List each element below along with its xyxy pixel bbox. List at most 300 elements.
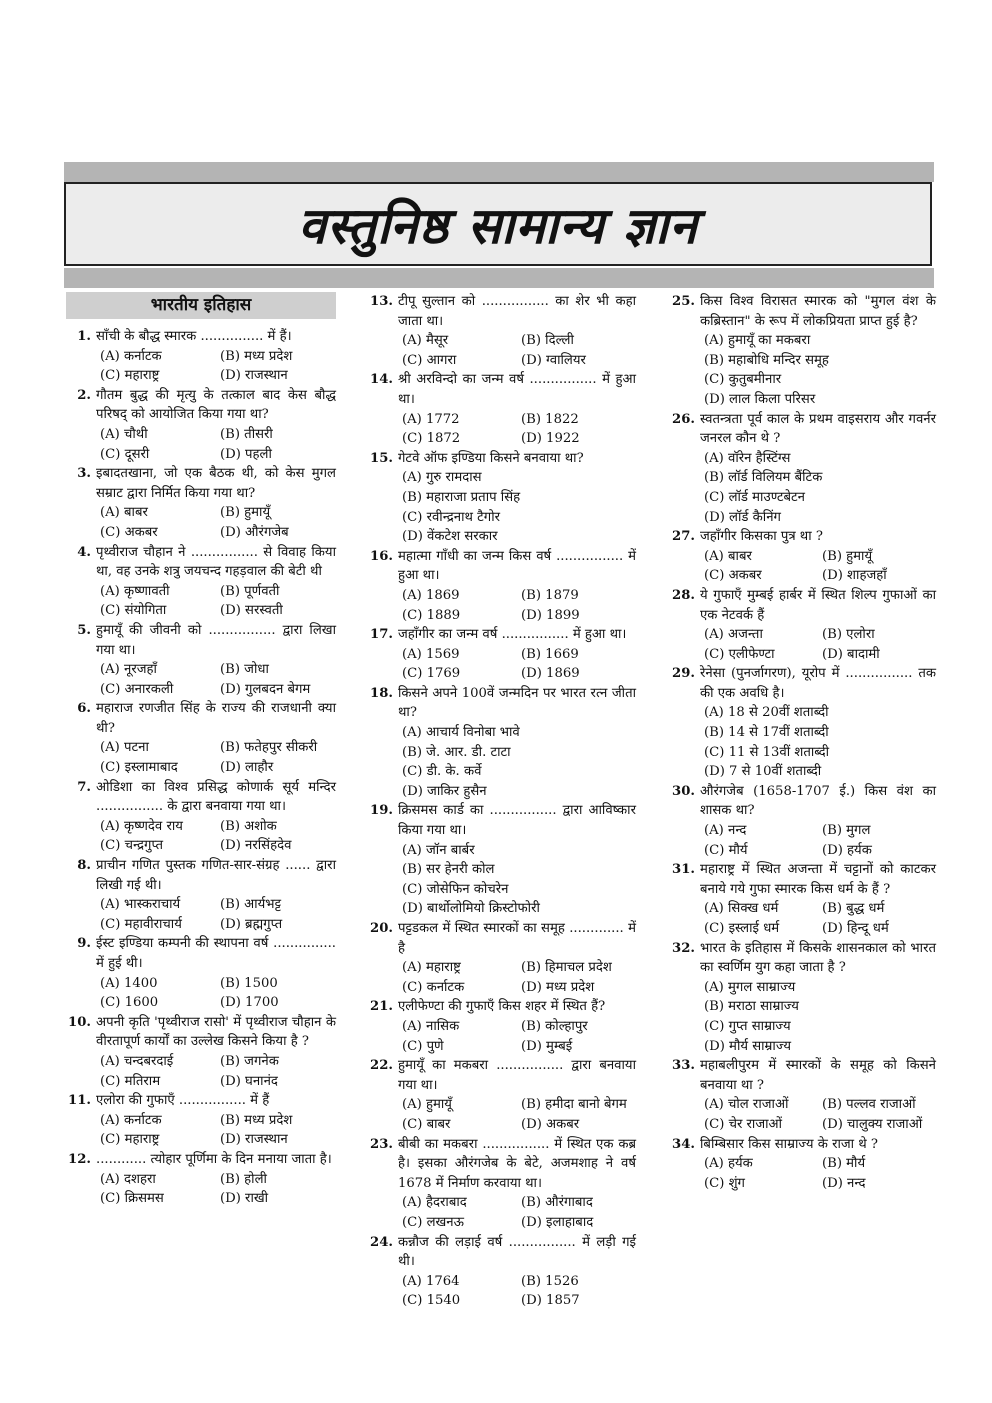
question-row — [670, 1135, 936, 1155]
answer-option: (A) 1400 — [100, 975, 158, 991]
answer-option: (C) मतिराम — [100, 1073, 161, 1089]
question-block — [670, 292, 936, 410]
option-list — [100, 895, 336, 934]
answer-option: (B) लॉर्ड विलियम बैंटिक — [704, 470, 823, 486]
question-row — [670, 1056, 936, 1095]
question-text: टीपू सुल्तान को ................ का शेर भी कहा जाता था। — [398, 294, 636, 329]
question-row — [368, 997, 636, 1017]
question-block — [368, 449, 636, 547]
question-row — [670, 586, 936, 625]
answer-option: (D) सरस्वती — [220, 603, 283, 619]
question-block — [670, 586, 936, 664]
question-number: 4. — [77, 544, 91, 560]
question-text: गौतम बुद्ध की मृत्यु के तत्काल बाद केस बौद्ध परिषद् को आयोजित किया गया था? — [96, 387, 336, 423]
question-text: कन्नौज की लड़ाई वर्ष ................ में लड़ी गई थी। — [398, 1234, 636, 1270]
title-banner — [64, 182, 932, 266]
answer-option: (C) महाराष्ट्र — [100, 1132, 160, 1148]
question-row — [66, 934, 336, 973]
question-text: गेटवे ऑफ इण्डिया किसने बनवाया था? — [398, 450, 584, 466]
answer-option: (C) लॉर्ड माउण्टबेटन — [704, 489, 805, 505]
question-text: महात्मा गाँधी का जन्म किस वर्ष ................ में हुआ था। — [398, 548, 636, 584]
question-row — [368, 919, 636, 958]
answer-option: (A) दशहरा — [100, 1171, 156, 1187]
question-block — [670, 939, 936, 1057]
question-row — [66, 856, 336, 895]
answer-option: (D) 1700 — [220, 995, 279, 1011]
answer-option: (B) हुमायूँ — [822, 548, 873, 564]
answer-option: (D) 1857 — [521, 1293, 580, 1309]
option-list — [100, 1111, 336, 1150]
answer-option: (D) लाल किला परिसर — [704, 391, 816, 407]
section-heading: भारतीय इतिहास — [66, 292, 336, 319]
answer-option: (A) पटना — [100, 740, 149, 756]
question-number: 10. — [68, 1014, 91, 1030]
question-text: पट्टडकल में स्थित स्मारकों का समूह ............. में है — [398, 921, 636, 956]
option-list — [402, 841, 636, 919]
answer-option: (A) चोल राजाओं — [704, 1097, 789, 1113]
question-block — [670, 1135, 936, 1194]
option-list — [704, 978, 936, 1056]
answer-option: (B) एलोरा — [822, 627, 875, 643]
question-number: 29. — [672, 666, 695, 682]
question-text: महाराष्ट्र में स्थित अजन्ता में चट्टानों को काटकर बनाये गये गुफा स्मारक किस धर्म के हैं ? — [700, 862, 936, 897]
option-list — [402, 1272, 636, 1311]
answer-option: (D) घनानंद — [220, 1073, 278, 1089]
answer-option: (C) शुंग — [704, 1175, 745, 1191]
question-block — [66, 934, 336, 1012]
answer-option: (A) महाराष्ट्र — [402, 960, 461, 976]
question-number: 5. — [77, 622, 91, 638]
question-row — [66, 386, 336, 425]
option-list — [704, 625, 936, 664]
answer-option: (B) आर्यभट्ट — [220, 897, 282, 913]
answer-option: (B) मुगल — [822, 823, 871, 839]
answer-option: (C) लखनऊ — [402, 1214, 464, 1230]
question-block — [670, 860, 936, 938]
answer-option: (A) 18 से 20वीं शताब्दी — [704, 705, 829, 721]
answer-option: (D) पहली — [220, 446, 272, 462]
answer-option: (B) महाबोधि मन्दिर समूह — [704, 352, 829, 368]
option-list — [704, 547, 936, 586]
question-number: 8. — [77, 858, 91, 874]
question-number: 15. — [370, 450, 393, 466]
question-number: 3. — [77, 466, 91, 482]
header-band-bottom — [64, 268, 934, 288]
answer-option: (D) हिन्दू धर्म — [822, 921, 889, 936]
answer-option: (C) संयोगिता — [100, 603, 167, 619]
question-number: 1. — [77, 329, 91, 344]
column-2 — [368, 292, 636, 1311]
question-row — [66, 621, 336, 660]
option-list — [402, 958, 636, 997]
answer-option: (A) चौथी — [100, 426, 148, 442]
answer-option: (D) नरसिंहदेव — [220, 838, 292, 854]
question-block — [368, 370, 636, 448]
question-block — [670, 782, 936, 860]
question-row — [368, 684, 636, 723]
answer-option: (B) मराठा साम्राज्य — [704, 999, 799, 1015]
question-block — [670, 664, 936, 782]
question-row — [66, 543, 336, 582]
question-text: ईस्ट इण्डिया कम्पनी की स्थापना वर्ष ............... में हुई थी। — [96, 936, 336, 971]
option-list — [100, 1052, 336, 1091]
question-number: 12. — [68, 1151, 91, 1167]
answer-option: (A) चन्दबरदाई — [100, 1053, 174, 1069]
answer-option: (B) फतेहपुर सीकरी — [220, 740, 318, 756]
option-list — [100, 425, 336, 464]
option-list — [704, 703, 936, 781]
question-row — [368, 1233, 636, 1272]
question-row — [66, 778, 336, 817]
question-number: 34. — [672, 1136, 695, 1152]
question-number: 14. — [370, 372, 393, 388]
answer-option: (B) 1669 — [521, 646, 579, 662]
answer-option: (A) आचार्य विनोबा भावे — [402, 725, 520, 741]
question-text: बिम्बिसार किस साम्राज्य के राजा थे ? — [700, 1136, 878, 1152]
question-number: 6. — [77, 701, 91, 717]
answer-option: (A) वॉरेन हैस्टिंग्स — [704, 450, 791, 466]
answer-option: (B) महाराजा प्रताप सिंह — [402, 489, 521, 505]
answer-option: (D) बार्थोलोमियो क्रिस्टोफोरी — [402, 901, 540, 917]
question-number: 18. — [370, 685, 393, 701]
answer-option: (C) रवीन्द्रनाथ टैगोर — [402, 509, 501, 525]
answer-option: (D) चालुक्य राजाओं — [822, 1116, 923, 1132]
answer-option: (A) हैदराबाद — [402, 1195, 467, 1211]
answer-option: (B) 1822 — [521, 411, 579, 427]
answer-option: (A) मैसूर — [402, 333, 449, 349]
question-number: 30. — [672, 783, 695, 799]
answer-option: (A) कर्नाटक — [100, 1112, 162, 1128]
answer-option: (C) 1600 — [100, 995, 159, 1011]
question-block — [66, 464, 336, 542]
question-number: 33. — [672, 1058, 695, 1074]
option-list — [402, 1095, 636, 1134]
question-text: बीबी का मकबरा ................ में स्थित एक कब्र है। इसका औरंगजेब के बेटे, अजमशाह ने वर्ष 1678 में निर्माण करवाया था। — [398, 1136, 636, 1191]
answer-option: (C) कुतुबमीनार — [704, 372, 782, 388]
question-text: ओडिशा का विश्व प्रसिद्ध कोणार्क सूर्य मन्दिर ................ के द्वारा बनवाया गया था। — [96, 779, 336, 815]
answer-option: (B) 14 से 17वीं शताब्दी — [704, 725, 829, 741]
question-block — [66, 1091, 336, 1150]
answer-option: (C) गुप्त साम्राज्य — [704, 1018, 791, 1034]
question-number: 11. — [68, 1093, 91, 1109]
question-block — [66, 856, 336, 934]
question-number: 9. — [77, 936, 91, 952]
header-band-top — [64, 162, 934, 182]
answer-option: (B) 1500 — [220, 975, 278, 991]
answer-option: (D) लॉर्ड कैनिंग — [704, 509, 781, 525]
question-block — [368, 684, 636, 802]
question-block — [368, 547, 636, 625]
question-block — [66, 621, 336, 699]
answer-option: (B) बुद्ध धर्म — [822, 901, 885, 917]
option-list — [100, 1170, 336, 1209]
option-list — [704, 899, 936, 938]
question-text: इबादतखाना, जो एक बैठक थी, को केस मुगल सम्राट द्वारा निर्मित किया गया था? — [96, 466, 336, 501]
option-list — [402, 468, 636, 546]
answer-option: (D) राखी — [220, 1191, 269, 1207]
answer-option: (C) पुणे — [402, 1038, 444, 1054]
answer-option: (B) हिमाचल प्रदेश — [521, 960, 612, 976]
question-number: 22. — [370, 1058, 393, 1074]
question-number: 2. — [77, 387, 91, 403]
question-block — [670, 410, 936, 528]
option-list — [402, 1017, 636, 1056]
question-text: महाबलीपुरम में स्मारकों के समूह को किसने बनवाया था ? — [700, 1058, 936, 1093]
question-row — [368, 370, 636, 409]
question-block — [368, 801, 636, 919]
answer-option: (C) महावीराचार्य — [100, 916, 182, 932]
question-row — [66, 1013, 336, 1052]
answer-option: (D) राजस्थान — [220, 1132, 288, 1148]
answer-option: (A) बाबर — [100, 505, 148, 521]
answer-option: (D) ब्रह्मगुप्त — [220, 916, 283, 932]
question-block — [66, 543, 336, 621]
question-number: 27. — [672, 529, 695, 545]
answer-option: (C) अकबर — [704, 568, 762, 584]
option-list — [100, 347, 336, 386]
question-number: 28. — [672, 587, 695, 603]
question-number: 24. — [370, 1234, 393, 1250]
question-row — [368, 625, 636, 645]
option-list — [704, 821, 936, 860]
answer-option: (A) 1869 — [402, 587, 460, 603]
answer-option: (C) इस्लामाबाद — [100, 760, 178, 776]
answer-option: (C) आगरा — [402, 352, 457, 368]
question-text: श्री अरविन्दो का जन्म वर्ष ................ में हुआ था। — [398, 372, 636, 407]
page-title: वस्तुनिष्ठ सामान्य ज्ञान — [298, 197, 698, 255]
answer-option: (A) 1772 — [402, 411, 460, 427]
question-block — [66, 1150, 336, 1209]
answer-option: (A) कृष्णदेव राय — [100, 818, 183, 834]
option-list — [704, 331, 936, 409]
answer-option: (D) नन्द — [822, 1175, 866, 1191]
answer-option: (B) दिल्ली — [521, 333, 574, 349]
question-block — [368, 625, 636, 684]
answer-option: (D) लाहौर — [220, 760, 274, 776]
option-list — [402, 1193, 636, 1232]
question-text: ............ त्योहार पूर्णिमा के दिन मनाया जाता है। — [96, 1151, 332, 1167]
question-block — [368, 1056, 636, 1134]
option-list — [100, 738, 336, 777]
question-row — [670, 860, 936, 899]
question-row — [670, 664, 936, 703]
answer-option: (C) 11 से 13वीं शताब्दी — [704, 744, 830, 760]
question-number: 13. — [370, 294, 393, 309]
answer-option: (C) 1540 — [402, 1293, 461, 1309]
question-block — [368, 292, 636, 370]
answer-option: (A) गुरु रामदास — [402, 470, 482, 486]
answer-option: (B) जे. आर. डी. टाटा — [402, 744, 511, 760]
question-text: किस विश्व विरासत स्मारक को "मुगल वंश के कब्रिस्तान" के रूप में लोकप्रियता प्राप्त हुई है? — [700, 294, 936, 329]
question-text: क्रिसमस कार्ड का ................ द्वारा आविष्कार किया गया था। — [398, 803, 636, 839]
question-text: एलीफेण्टा की गुफाएँ किस शहर में स्थित हैं? — [398, 999, 606, 1015]
question-text: जहाँगीर किसका पुत्र था ? — [700, 529, 823, 545]
question-row — [368, 292, 636, 331]
question-text: जहाँगीर का जन्म वर्ष ................ में हुआ था। — [398, 627, 627, 643]
question-text: हुमायूँ की जीवनी को ................ द्वारा लिखा गया था। — [96, 622, 336, 658]
question-number: 31. — [672, 862, 695, 878]
question-text: महाराज रणजीत सिंह के राज्य की राजधानी क्या थी? — [96, 701, 336, 736]
question-number: 19. — [370, 803, 393, 819]
question-row — [66, 464, 336, 503]
option-list — [402, 586, 636, 625]
answer-option: (C) डी. के. कर्वे — [402, 764, 482, 780]
question-text: एलोरा की गुफाएँ ................ में हैं — [96, 1093, 270, 1109]
question-number: 16. — [370, 548, 393, 564]
answer-option: (B) हमीदा बानो बेगम — [521, 1097, 627, 1113]
question-block — [368, 1233, 636, 1311]
question-text: भारत के इतिहास में किसके शासनकाल को भारत का स्वर्णिम युग कहा जाता है ? — [700, 940, 936, 976]
answer-option: (C) महाराष्ट्र — [100, 368, 160, 384]
answer-option: (D) 1899 — [521, 607, 580, 623]
answer-option: (C) मौर्य — [704, 842, 748, 858]
answer-option: (B) जोधा — [220, 662, 269, 678]
answer-option: (D) मुम्बई — [521, 1038, 573, 1054]
answer-option: (C) इस्लाई धर्म — [704, 921, 780, 936]
answer-option: (A) 1569 — [402, 646, 460, 662]
answer-option: (D) औरंगजेब — [220, 524, 289, 540]
option-list — [100, 817, 336, 856]
answer-option: (A) कर्नाटक — [100, 348, 162, 364]
question-text: स्वतन्त्रता पूर्व काल के प्रथम वाइसराय और गवर्नर जनरल कौन थे ? — [700, 411, 936, 447]
answer-option: (A) भास्कराचार्य — [100, 897, 181, 913]
question-block — [66, 327, 336, 386]
option-list — [100, 974, 336, 1013]
option-list — [704, 1095, 936, 1134]
answer-option: (D) गुलबदन बेगम — [220, 681, 311, 697]
answer-option: (A) नासिक — [402, 1018, 460, 1034]
answer-option: (C) 1889 — [402, 607, 461, 623]
question-row — [670, 939, 936, 978]
answer-option: (B) होली — [220, 1171, 267, 1187]
answer-option: (B) पल्लव राजाओं — [822, 1097, 916, 1113]
answer-option: (C) दूसरी — [100, 446, 150, 462]
answer-option: (B) अशोक — [220, 818, 277, 834]
answer-option: (D) हर्यक — [822, 842, 872, 858]
question-row — [368, 547, 636, 586]
question-number: 21. — [370, 999, 393, 1015]
question-number: 23. — [370, 1136, 393, 1152]
question-block — [368, 997, 636, 1056]
option-list — [402, 723, 636, 801]
answer-option: (B) मध्य प्रदेश — [220, 348, 293, 364]
answer-option: (B) 1526 — [521, 1273, 579, 1289]
option-list — [704, 1154, 936, 1193]
answer-option: (D) वेंकटेश सरकार — [402, 529, 498, 545]
answer-option: (A) 1764 — [402, 1273, 460, 1289]
question-text: औरंगजेब (1658-1707 ई.) किस वंश का शासक था? — [700, 783, 936, 819]
question-row — [670, 527, 936, 547]
answer-option: (B) औरंगाबाद — [521, 1195, 593, 1211]
answer-option: (D) बादामी — [822, 646, 880, 662]
answer-option: (A) हुमायूँ — [402, 1097, 452, 1113]
question-number: 32. — [672, 940, 695, 956]
answer-option: (B) कोल्हापुर — [521, 1018, 588, 1034]
question-row — [66, 327, 336, 347]
option-list — [100, 660, 336, 699]
question-block — [368, 1135, 636, 1233]
question-text: रेनेसा (पुनर्जागरण), यूरोप में ................ तक की एक अवधि है। — [700, 666, 936, 701]
answer-option: (D) मौर्य साम्राज्य — [704, 1038, 792, 1054]
answer-option: (D) 1869 — [521, 666, 580, 682]
column-3 — [670, 292, 936, 1193]
option-list — [402, 410, 636, 449]
option-list — [402, 645, 636, 684]
question-row — [66, 699, 336, 738]
answer-option: (C) चेर राजाओं — [704, 1116, 783, 1132]
answer-option: (B) तीसरी — [220, 426, 273, 442]
answer-option: (D) जाकिर हुसैन — [402, 783, 487, 799]
column-1 — [66, 292, 336, 1209]
answer-option: (D) 1922 — [521, 431, 580, 447]
answer-option: (C) अकबर — [100, 524, 158, 540]
question-text: ये गुफाएँ मुम्बई हार्बर में स्थित शिल्प गुफाओं का एक नेटवर्क हैं — [700, 587, 936, 623]
option-list — [100, 582, 336, 621]
answer-option: (C) एलीफेण्टा — [704, 646, 775, 662]
option-list — [704, 449, 936, 527]
question-text: हुमायूँ का मकबरा ................ द्वारा बनवाया गया था। — [398, 1058, 636, 1093]
question-row — [670, 782, 936, 821]
question-block — [670, 527, 936, 586]
answer-option: (B) पूर्णवती — [220, 583, 280, 599]
question-row — [368, 1135, 636, 1194]
answer-option: (C) जोसेफिन कोचरेन — [402, 881, 509, 897]
question-number: 17. — [370, 627, 393, 643]
answer-option: (B) हुमायूँ — [220, 505, 271, 521]
answer-option: (C) चन्द्रगुप्त — [100, 838, 164, 854]
option-list — [402, 331, 636, 370]
answer-option: (D) 7 से 10वीं शताब्दी — [704, 764, 822, 780]
answer-option: (C) बाबर — [402, 1116, 451, 1132]
answer-option: (C) कर्नाटक — [402, 979, 465, 995]
question-block — [368, 919, 636, 997]
question-text: पृथ्वीराज चौहान ने ................ से विवाह किया था, वह उनके शत्रु जयचन्द गहड़वाल की बेटी थी — [96, 544, 336, 580]
question-row — [368, 1056, 636, 1095]
answer-option: (B) मध्य प्रदेश — [220, 1112, 293, 1128]
question-block — [66, 778, 336, 856]
answer-option: (D) मध्य प्रदेश — [521, 979, 595, 995]
question-number: 20. — [370, 921, 393, 936]
question-row — [66, 1091, 336, 1111]
option-list — [100, 503, 336, 542]
answer-option: (B) जगनेक — [220, 1053, 279, 1069]
question-row — [368, 801, 636, 840]
answer-option: (D) ग्वालियर — [521, 352, 586, 368]
answer-option: (D) अकबर — [521, 1116, 580, 1132]
answer-option: (D) राजस्थान — [220, 368, 288, 384]
question-row — [368, 449, 636, 469]
answer-option: (A) जॉन बार्बर — [402, 842, 475, 858]
answer-option: (A) हर्यक — [704, 1156, 753, 1172]
question-block — [66, 699, 336, 777]
answer-option: (B) 1879 — [521, 587, 579, 603]
question-text: साँची के बौद्ध स्मारक ............... में हैं। — [96, 329, 292, 344]
question-number: 7. — [77, 779, 91, 795]
answer-option: (B) मौर्य — [822, 1156, 866, 1172]
answer-option: (C) क्रिसमस — [100, 1191, 164, 1207]
answer-option: (A) कृष्णावती — [100, 583, 170, 599]
question-number: 26. — [672, 411, 695, 427]
answer-option: (A) नूरजहाँ — [100, 662, 157, 678]
answer-option: (A) सिक्ख धर्म — [704, 901, 779, 917]
question-row — [670, 410, 936, 449]
question-text: अपनी कृति 'पृथ्वीराज रासो' में पृथ्वीराज चौहान के वीरतापूर्ण कार्यों का उल्लेख किसने किया है ? — [96, 1014, 336, 1050]
question-number: 25. — [672, 294, 695, 309]
answer-option: (C) 1872 — [402, 431, 461, 447]
answer-option: (A) नन्द — [704, 823, 747, 839]
question-row — [670, 292, 936, 331]
answer-option: (D) इलाहाबाद — [521, 1214, 594, 1230]
